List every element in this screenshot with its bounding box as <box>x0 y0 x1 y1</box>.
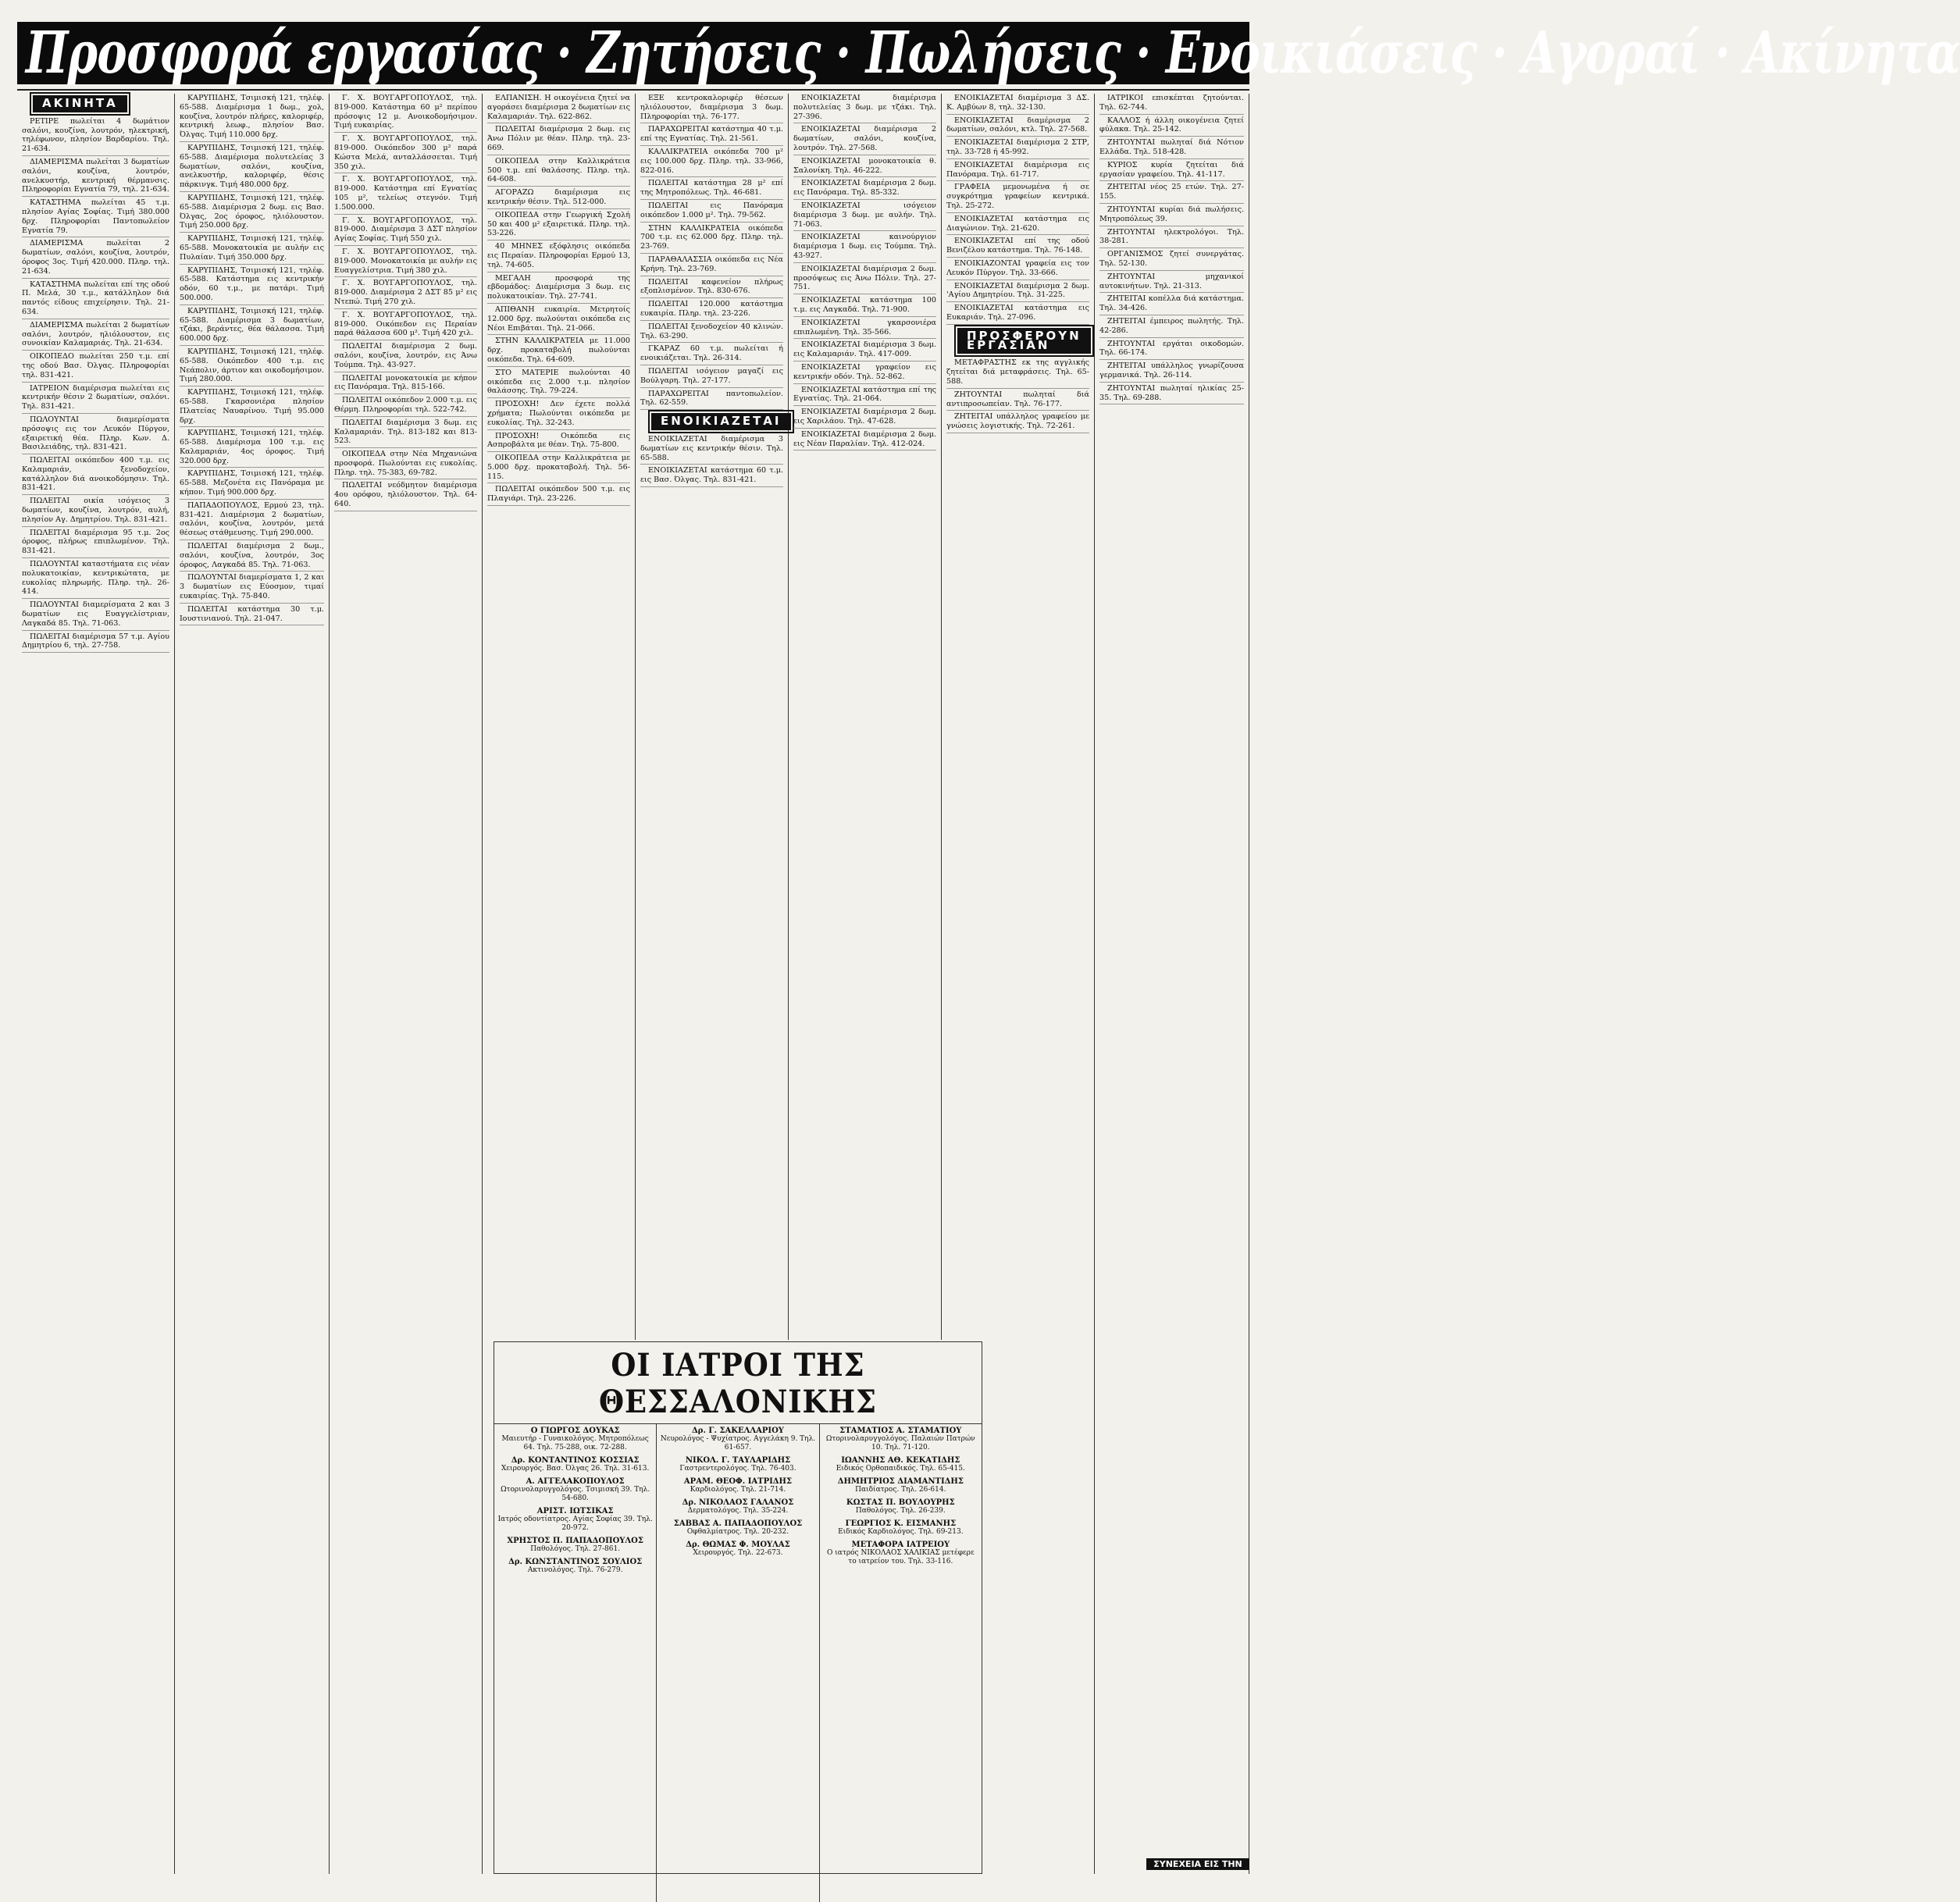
classified-column <box>483 94 636 1340</box>
doctor-info: Χειρουργός. Βασ. Όλγας 26. Τηλ. 31-613. <box>501 1465 650 1473</box>
classified-ad: ΣΤΟ ΜΑΤΕΡΙΕ πωλούνται 40 οικόπεδα εις 2.000 τ.μ. πλησίον θαλάσσης. Τηλ. 79-224. <box>487 369 630 398</box>
doctor-entry <box>660 1498 815 1516</box>
doctor-info: Παθολόγος. Τηλ. 27-861. <box>530 1545 621 1553</box>
classified-ad: Γ. Χ. ΒΟΥΓΑΡΓΟΠΟΥΛΟΣ, τηλ. 819-000. Διαμέρισμα 2 ΔΣΤ 85 μ² εις Ντεπώ. Τιμή 270 χιλ. <box>334 279 477 308</box>
classified-ad: ΠΩΛΕΙΤΑΙ μονοκατοικία με κήπον εις Πανόραμα. Τηλ. 815-166. <box>334 374 477 395</box>
classified-ad: ΑΓΟΡΑΖΩ διαμέρισμα εις κεντρικήν θέσιν. Τηλ. 512-000. <box>487 188 630 209</box>
classified-ad: ΣΤΗΝ ΚΑΛΛΙΚΡΑΤΕΙΑ οικόπεδα 700 τ.μ. εις 62.000 δρχ. Πληρ. τηλ. 23-769. <box>640 224 783 254</box>
classified-ad: ΠΩΛΟΥΝΤΑΙ διαμερίσματα πρόσοψις εις τον Λευκόν Πύργον, εξαιρετική θέα. Πληρ. Κων. Δ. Βασιλειάδης, τηλ. 831-421. <box>22 415 169 454</box>
classified-ad: ΠΩΛΕΙΤΑΙ καφενείον πλήρως εξοπλισμένον. Τηλ. 830-676. <box>640 278 783 299</box>
doctor-entry <box>823 1477 978 1494</box>
classified-ad: ΕΝΟΙΚΙΑΖΕΤΑΙ μονοκατοικία θ. Σαλονίκη. Τηλ. 46-222. <box>793 157 936 178</box>
doctor-name: ΓΕΩΡΓΙΟΣ Κ. ΕΙΣΜΑΝΗΣ <box>845 1519 957 1528</box>
classified-ad: ΚΑΡΥΠΙΔΗΣ, Τσιμισκή 121, τηλέφ. 65-588. Οικόπεδον 400 τ.μ. εις Νεάπολιν, άρτιον και οικοδομήσιμον. Τιμή 280.000. <box>180 347 324 386</box>
classified-ad: ΠΩΛΕΙΤΑΙ διαμέρισμα 2 δωμ. σαλόνι, κουζίνα, λουτρόν, εις Άνω Τούμπα. Τηλ. 43-927. <box>334 342 477 372</box>
doctors-column <box>820 1424 982 1902</box>
classified-ad: ΠΩΛΕΙΤΑΙ διαμέρισμα 95 τ.μ. 2ος όροφος, πλήρως επιπλωμένον. Τηλ. 831-421. <box>22 529 169 558</box>
classified-ad: ΠΑΡΑΧΩΡΕΙΤΑΙ παντοπωλείον. Τηλ. 62-559. <box>640 390 783 411</box>
doctors-column <box>657 1424 819 1902</box>
classified-ad: ΕΝΟΙΚΙΑΖΕΤΑΙ επί της οδού Βενιζέλου κατάστημα. Τηλ. 76-148. <box>946 237 1089 258</box>
doctor-info: Ο ιατρός ΝΙΚΟΛΑΟΣ ΧΑΛΙΚΙΑΣ μετέφερε το ιατρείον του. Τηλ. 33-116. <box>827 1549 975 1565</box>
classified-ad: ΕΛΠΑΝΙΣΗ. Η οικογένεια ζητεί να αγοράσει διαμέρισμα 2 δωματίων εις Καλαμαριάν. Τηλ. 622-862. <box>487 94 630 123</box>
classified-column <box>175 94 330 1874</box>
classifieds-banner <box>17 20 1960 87</box>
classified-ad: Γ. Χ. ΒΟΥΓΑΡΓΟΠΟΥΛΟΣ, τηλ. 819-000. Κατάστημα επί Εγνατίας 105 μ², τελείως στεγνόν. Τιμή 1.500.000. <box>334 175 477 214</box>
classified-ad: ΖΗΤΟΥΝΤΑΙ μηχανικοί αυτοκινήτων. Τηλ. 21-313. <box>1099 272 1244 294</box>
doctor-entry <box>497 1456 653 1473</box>
doctors-directory <box>494 1341 982 1874</box>
classified-column <box>17 94 175 1874</box>
classified-ad: ΕΝΟΙΚΙΑΖΕΤΑΙ διαμέρισμα 3 δωματίων εις κεντρικήν θέσιν. Τηλ. 65-588. <box>640 435 783 465</box>
classified-ad: ΔΙΑΜΕΡΙΣΜΑ πωλείται 2 δωματίων σαλόνι, λουτρόν, ηλιόλουστον, εις συνοικίαν Καλαμαριάς. Τηλ. 21-634. <box>22 321 169 351</box>
doctor-entry <box>497 1507 653 1533</box>
classified-ad: ΚΑΡΥΠΙΔΗΣ, Τσιμισκή 121, τηλέφ. 65-588. Διαμέρισμα 1 δωμ., χολ, κουζίνα, λουτρόν πλήρες, καλοριφέρ, κεντρική λεωφ., πλησίον Βασ. Όλγας. Τιμή 110.000 δρχ. <box>180 94 324 142</box>
doctor-name: Α. ΑΓΓΕΛΑΚΟΠΟΥΛΟΣ <box>526 1477 625 1486</box>
doctors-column <box>494 1424 657 1902</box>
classified-ad: ΚΑΡΥΠΙΔΗΣ, Τσιμισκή 121, τηλέφ. 65-588. Διαμέρισμα 2 δωμ. εις Βασ. Όλγας, 2ος όροφος, ηλιόλουστον. Τιμή 250.000 δρχ. <box>180 194 324 233</box>
classified-ad: ΓΚΑΡΑΖ 60 τ.μ. πωλείται ή ενοικιάζεται. Τηλ. 26-314. <box>640 344 783 365</box>
classified-ad: ΖΗΤΕΙΤΑΙ υπάλληλος γνωρίζουσα γερμανικά. Τηλ. 26-114. <box>1099 362 1244 383</box>
classified-ad: ΠΩΛΕΙΤΑΙ ξενοδοχείον 40 κλινών. Τηλ. 63-290. <box>640 322 783 344</box>
classified-ad: ΠΩΛΕΙΤΑΙ νεόδμητον διαμέρισμα 4ου ορόφου, ηλιόλουστον. Τηλ. 64-640. <box>334 481 477 511</box>
classified-ad: ΖΗΤΕΙΤΑΙ έμπειρος πωλητής. Τηλ. 42-286. <box>1099 317 1244 338</box>
classified-ad: ΕΝΟΙΚΙΑΖΕΤΑΙ διαμέρισμα 2 δωμ. 'Αγίου Δημητρίου. Τηλ. 31-225. <box>946 282 1089 303</box>
classified-ad: ΕΝΟΙΚΙΑΖΕΤΑΙ διαμέρισμα πολυτελείας 3 δωμ. με τζάκι. Τηλ. 27-396. <box>793 94 936 123</box>
classified-ad: ΚΑΤΑΣΤΗΜΑ πωλείται επί της οδού Π. Μελά, 30 τ.μ., κατάλληλον διά παντός είδους επιχείρησιν. Τηλ. 21-634. <box>22 280 169 319</box>
classified-ad: ΕΝΟΙΚΙΑΖΕΤΑΙ διαμέρισμα 2 ΣΤΡ, τηλ. 33-728 ή 45-992. <box>946 138 1089 159</box>
classified-ad: ΟΙΚΟΠΕΔΟ πωλείται 250 τ.μ. επί της οδού Βασ. Όλγας. Πληροφορίαι τηλ. 831-421. <box>22 352 169 382</box>
doctor-entry <box>497 1558 653 1575</box>
classified-ad: ΕΝΟΙΚΙΑΖΕΤΑΙ διαμέρισμα 3 ΔΣ. Κ. Αμβύων 8, τηλ. 32-130. <box>946 94 1089 115</box>
classified-ad: ΚΑΡΥΠΙΔΗΣ, Τσιμισκή 121, τηλέφ. 65-588. Μεζονέτα εις Πανόραμα με κήπον. Τιμή 900.000 δρχ. <box>180 469 324 499</box>
classified-ad: ΔΙΑΜΕΡΙΣΜΑ πωλείται 2 δωματίων, σαλόνι, κουζίνα, λουτρόν, όροφος 3ος. Τιμή 420.000. Πληρ. τηλ. 21-634. <box>22 239 169 278</box>
classified-column <box>789 94 942 1340</box>
classified-ad: ΠΡΟΣΟΧΗ! Οικόπεδα εις Ασπροβάλτα με θέαν. Τηλ. 75-800. <box>487 432 630 453</box>
doctors-title: ΟΙ ΙΑΤΡΟΙ ΤΗΣ ΘΕΣΣΑΛΟΝΙΚΗΣ <box>599 1347 877 1420</box>
doctor-info: Χειρουργός. Τηλ. 22-673. <box>693 1549 783 1557</box>
classified-ad: ΠΑΡΑΘΑΛΑΣΣΙΑ οικόπεδα εις Νέα Κρήνη. Τηλ. 23-769. <box>640 255 783 276</box>
classified-ad: ΖΗΤΕΙΤΑΙ νέος 25 ετών. Τηλ. 27-155. <box>1099 183 1244 204</box>
classified-ad: ΕΝΟΙΚΙΑΖΕΤΑΙ κατάστημα 100 τ.μ. εις Λαγκαδά. Τηλ. 71-900. <box>793 296 936 317</box>
classified-ad: ΖΗΤΕΙΤΑΙ υπάλληλος γραφείου με γνώσεις λογιστικής. Τηλ. 72-261. <box>946 412 1089 433</box>
classified-ad: Γ. Χ. ΒΟΥΓΑΡΓΟΠΟΥΛΟΣ, τηλ. 819-000. Οικόπεδον 300 μ² παρά Κώστα Μελά, ανταλλάσσεται. Τιμή 350 χιλ. <box>334 134 477 173</box>
doctor-name: ΧΡΗΣΤΟΣ Π. ΠΑΠΑΔΟΠΟΥΛΟΣ <box>507 1537 643 1545</box>
doctor-name: Δρ. ΚΟΝΤΑΝΤΙΝΟΣ ΚΟΣΣΙΑΣ <box>511 1456 640 1465</box>
classified-ad: ΠΡΟΣΟΧΗ! Δεν έχετε πολλά χρήματα; Πωλούνται οικόπεδα με ευκολίας. Τηλ. 32-243. <box>487 400 630 429</box>
classified-ad: ΕΝΟΙΚΙΑΖΕΤΑΙ διαμέρισμα 2 δωμ. προσόψεως εις Άνω Πόλιν. Τηλ. 27-751. <box>793 265 936 294</box>
doctors-columns <box>494 1423 982 1902</box>
banner-rule <box>17 89 1249 91</box>
classified-ad: ΚΑΡΥΠΙΔΗΣ, Τσιμισκή 121, τηλέφ. 65-588. Διαμέρισμα 100 τ.μ. εις Καλαμαριάν, 4ος όροφος. Τιμή 320.000 δρχ. <box>180 429 324 468</box>
classified-ad: ΖΗΤΟΥΝΤΑΙ πωληταί διά αντιπροσωπείαν. Τηλ. 76-177. <box>946 390 1089 411</box>
doctor-info: Δερματολόγος. Τηλ. 35-224. <box>687 1507 789 1515</box>
classified-ad: ΕΝΟΙΚΙΑΖΕΤΑΙ κατάστημα 60 τ.μ. εις Βασ. Όλγας. Τηλ. 831-421. <box>640 466 783 487</box>
classified-ad: ΟΙΚΟΠΕΔΑ στην Γεωργική Σχολή 50 και 400 μ² εξαιρετικά. Πληρ. τηλ. 53-226. <box>487 211 630 240</box>
doctor-name: ΑΡΙΣΤ. ΙΩΤΣΙΚΑΣ <box>536 1507 614 1516</box>
continued-label: ΣΥΝΕΧΕΙΑ ΕΙΣ ΤΗΝ <box>1146 1858 1249 1870</box>
classified-ad: ΠΩΛΟΥΝΤΑΙ καταστήματα εις νέαν πολυκατοικίαν, κεντρικώτατα, με ευκολίας πληρωμής. Πληρ. τηλ. 26-414. <box>22 560 169 599</box>
classified-ad: ΠΩΛΕΙΤΑΙ κατάστημα 30 τ.μ. Ιουστινιανού. Τηλ. 21-047. <box>180 605 324 626</box>
doctor-info: Ωτορινολαρυγγολόγος. Τσιμισκή 39. Τηλ. 54-680. <box>501 1486 650 1502</box>
classified-ad: ΕΝΟΙΚΙΑΖΕΤΑΙ κατάστημα επί της Εγνατίας. Τηλ. 21-064. <box>793 386 936 407</box>
classified-ad: ΠΩΛΕΙΤΑΙ οικόπεδον 2.000 τ.μ. εις Θέρμη. Πληροφορίαι τηλ. 522-742. <box>334 396 477 417</box>
doctor-entry <box>660 1477 815 1494</box>
classified-ad: ΠΩΛΕΙΤΑΙ κατάστημα 28 μ² επί της Μητροπόλεως. Τηλ. 46-681. <box>640 179 783 200</box>
doctor-info: Γαστρεντερολόγος. Τηλ. 76-403. <box>679 1465 796 1473</box>
classified-ad: ΟΙΚΟΠΕΔΑ στην Νέα Μηχανιώνα προσφορά. Πωλούνται εις ευκολίας. Πληρ. τηλ. 75-383, 69-782. <box>334 450 477 479</box>
classified-ad: ΚΥΡΙΟΣ κυρία ζητείται διά εργασίαν γραφείου. Τηλ. 41-117. <box>1099 161 1244 182</box>
classified-ad: ΕΝΟΙΚΙΑΖΕΤΑΙ διαμέρισμα 2 δωμ. εις Πανόραμα. Τηλ. 85-332. <box>793 179 936 200</box>
classified-ad: ΕΝΟΙΚΙΑΖΕΤΑΙ διαμέρισμα 2 δωμ. εις Νέαν Παραλίαν. Τηλ. 412-024. <box>793 430 936 451</box>
classified-ad: ΕΝΟΙΚΙΑΖΕΤΑΙ καινούργιον διαμέρισμα 1 δωμ. εις Τούμπα. Τηλ. 43-927. <box>793 233 936 262</box>
doctor-info: Μαιευτήρ - Γυναικολόγος. Μητροπόλεως 64. Τηλ. 75-288, οικ. 72-288. <box>501 1435 649 1451</box>
doctor-entry <box>660 1456 815 1473</box>
classified-ad: ΟΡΓΑΝΙΣΜΟΣ ζητεί συνεργάτας. Τηλ. 52-130. <box>1099 250 1244 271</box>
doctor-info: Ωτορινολαρυγγολόγος. Παλαιών Πατρών 10. Τηλ. 71-120. <box>825 1435 975 1451</box>
classified-ad: ΔΙΑΜΕΡΙΣΜΑ πωλείται 3 δωματίων σαλόνι, κουζίνα, λουτρόν, ανελκυστήρ, κεντρική θέρμανσις. Πληροφορίαι Εγνατία 79, τηλ. 21-634. <box>22 158 169 197</box>
doctor-name: ΣΑΒΒΑΣ Α. ΠΑΠΑΔΟΠΟΥΛΟΣ <box>673 1519 803 1528</box>
classified-ad: 40 ΜΗΝΕΣ εξόφλησις οικόπεδα εις Περαίαν. Πληροφορίαι Ερμού 13, τηλ. 74-605. <box>487 242 630 272</box>
classified-ad: ΚΑΡΥΠΙΔΗΣ, Τσιμισκή 121, τηλέφ. 65-588. Διαμέρισμα πολυτελείας 3 δωματίων, σαλόνι, κουζίνα, ανελκυστήρ, καλοριφέρ, θέσις πάρκινγκ. Τιμή 480.000 δρχ. <box>180 144 324 192</box>
classified-ad: ΖΗΤΟΥΝΤΑΙ πωληταί διά Νότιον Ελλάδα. Τηλ. 518-428. <box>1099 138 1244 159</box>
classified-ad: ΕΝΟΙΚΙΑΖΕΤΑΙ γραφείον εις κεντρικήν οδόν. Τηλ. 52-862. <box>793 363 936 384</box>
classified-ad: ΖΗΤΟΥΝΤΑΙ κυρίαι διά πωλήσεις. Μητροπόλεως 39. <box>1099 205 1244 226</box>
doctor-name: Δρ. Γ. ΣΑΚΕΛΛΑΡΙΟΥ <box>692 1426 784 1435</box>
classified-ad: ΠΩΛΕΙΤΑΙ οικία ισόγειος 3 δωματίων, κουζίνα, λουτρόν, αυλή, πλησίον Αγ. Δημητρίου. Τηλ. 831-421. <box>22 497 169 526</box>
classified-ad: ΕΝΟΙΚΙΑΖΕΤΑΙ διαμέρισμα 3 δωμ. εις Καλαμαριάν. Τηλ. 417-009. <box>793 340 936 362</box>
classified-ad: PETIPE πωλείται 4 δωμάτιον σαλόνι, κουζίνα, λουτρόν, ηλεκτρική, τηλέφωνον, πλησίον Βαρδαρίου. Τηλ. 21-634. <box>22 117 169 156</box>
classified-ad: ΕΝΟΙΚΙΑΖΕΤΑΙ διαμέρισμα 2 δωματίων, σαλόνι, κουζίνα, λουτρόν. Τηλ. 27-568. <box>793 125 936 155</box>
classified-ad: ΚΑΡΥΠΙΔΗΣ, Τσιμισκή 121, τηλέφ. 65-588. Μονοκατοικία με αυλήν εις Πυλαίαν. Τιμή 350.000 δρχ. <box>180 234 324 264</box>
doctor-entry <box>660 1426 815 1452</box>
classified-ad: Γ. Χ. ΒΟΥΓΑΡΓΟΠΟΥΛΟΣ, τηλ. 819-000. Κατάστημα 60 μ² περίπου πρόσοψις 12 μ. Ανοικοδομήσιμον. Τιμή ευκαιρίας. <box>334 94 477 133</box>
doctor-entry <box>497 1426 653 1452</box>
classified-ad: ΚΑΛΛΟΣ ή άλλη οικογένεια ζητεί φύλακα. Τηλ. 25-142. <box>1099 116 1244 137</box>
doctor-name: ΝΙΚΟΛ. Γ. ΤΑΥΛΑΡΙΔΗΣ <box>685 1456 791 1465</box>
doctor-info: Ακτινολόγος. Τηλ. 76-279. <box>527 1566 623 1574</box>
classified-ad: ΠΑΠΑΔΟΠΟΥΛΟΣ, Ερμού 23, τηλ. 831-421. Διαμέρισμα 2 δωματίων, σαλόνι, κουζίνα, λουτρόν, μετά θέσεως στάθμευσης. Τιμή 290.000. <box>180 501 324 540</box>
classified-ad: ΟΙΚΟΠΕΔΑ στην Καλλικράτεια με 5.000 δρχ. προκαταβολή. Τηλ. 56-115. <box>487 454 630 483</box>
classified-ad: ΚΑΡΥΠΙΔΗΣ, Τσιμισκή 121, τηλέφ. 65-588. Κατάστημα εις κεντρικήν οδόν, 60 τ.μ., με πατάρι. Τιμή 500.000. <box>180 266 324 305</box>
classified-ad: ΠΩΛΕΙΤΑΙ εις Πανόραμα οικόπεδον 1.000 μ². Τηλ. 79-562. <box>640 201 783 223</box>
doctor-entry <box>497 1537 653 1554</box>
doctor-entry <box>823 1426 978 1452</box>
classified-column <box>1095 94 1249 1874</box>
classified-ad: ΙΑΤΡΙΚΟΙ επισκέπται ζητούνται. Τηλ. 62-744. <box>1099 94 1244 115</box>
section-heading: ΕΝΟΙΚΙΑΖΕΤΑΙ <box>651 413 791 430</box>
doctor-info: Ειδικός Ορθοπαιδικός. Τηλ. 65-415. <box>836 1465 965 1473</box>
doctor-info: Παθολόγος. Τηλ. 26-239. <box>855 1507 946 1515</box>
classified-ad: ΚΑΤΑΣΤΗΜΑ πωλείται 45 τ.μ. πλησίον Αγίας Σοφίας. Τιμή 380.000 δρχ. Πληροφορίαι Παντοπωλείον Εγνατία 79. <box>22 198 169 237</box>
classified-ad: ΠΩΛΕΙΤΑΙ οικόπεδον 400 τ.μ. εις Καλαμαριάν, ξενοδοχείον, κατάλληλον διά ανοικοδόμησιν. Τηλ. 831-421. <box>22 456 169 495</box>
classified-ad: ΠΩΛΕΙΤΑΙ διαμέρισμα 3 δωμ. εις Καλαμαριάν. Τηλ. 813-182 και 813-523. <box>334 419 477 448</box>
classified-ad: ΕΝΟΙΚΙΑΖΟΝΤΑΙ γραφεία εις τον Λευκόν Πύργον. Τηλ. 33-666. <box>946 259 1089 280</box>
classified-column <box>636 94 789 1340</box>
doctor-entry <box>823 1519 978 1537</box>
classified-ad: ΕΝΟΙΚΙΑΖΕΤΑΙ διαμέρισμα 2 δωματίων, σαλόνι, κτλ. Τηλ. 27-568. <box>946 116 1089 137</box>
classified-ad: ΕΞΕ κεντροκαλοριφέρ θέσεων ηλιόλουστον, διαμέρισμα 3 δωμ. Πληροφορίαι τηλ. 76-177. <box>640 94 783 123</box>
doctor-info: Οφθαλμίατρος. Τηλ. 20-232. <box>686 1528 789 1536</box>
classified-ad: ΜΕΤΑΦΡΑΣΤΗΣ εκ της αγγλικής ζητείται διά μεταφράσεις. Τηλ. 65-588. <box>946 358 1089 388</box>
classified-ad: Γ. Χ. ΒΟΥΓΑΡΓΟΠΟΥΛΟΣ, τηλ. 819-000. Μονοκατοικία με αυλήν εις Ευαγγελίστρια. Τιμή 380 χιλ. <box>334 248 477 277</box>
doctor-name: ΜΕΤΑΦΟΡΑ ΙΑΤΡΕΙΟΥ <box>851 1540 950 1549</box>
classified-ad: ΕΝΟΙΚΙΑΖΕΤΑΙ διαμέρισμα εις Πανόραμα. Τηλ. 61-717. <box>946 161 1089 182</box>
section-heading: ΑΚΙΝΗΤΑ <box>33 95 127 112</box>
doctor-name: Δρ. ΚΩΝΣΤΑΝΤΙΝΟΣ ΣΟΥΛΙΟΣ <box>508 1558 643 1566</box>
classified-ad: ΖΗΤΕΙΤΑΙ κοπέλλα διά κατάστημα. Τηλ. 34-426. <box>1099 294 1244 315</box>
doctor-info: Παιδίατρος. Τηλ. 26-614. <box>855 1486 946 1494</box>
classified-ad: ΠΩΛΕΙΤΑΙ διαμέρισμα 57 τ.μ. Αγίου Δημητρίου 6, τηλ. 27-758. <box>22 632 169 654</box>
doctor-name: Δρ. ΘΩΜΑΣ Φ. ΜΟΥΛΑΣ <box>686 1540 790 1549</box>
classified-ad: ΖΗΤΟΥΝΤΑΙ εργάται οικοδομών. Τηλ. 66-174. <box>1099 340 1244 361</box>
classified-ad: ΕΝΟΙΚΙΑΖΕΤΑΙ διαμέρισμα 2 δωμ. εις Χαριλάου. Τηλ. 47-628. <box>793 408 936 429</box>
doctor-entry <box>823 1498 978 1516</box>
classified-ad: ΓΡΑΦΕΙΑ μεμονωμένα ή σε συγκρότημα γραφείων κεντρικά. Τηλ. 25-272. <box>946 183 1089 212</box>
classified-ad: ΚΑΛΛΙΚΡΑΤΕΙΑ οικόπεδα 700 μ² εις 100.000 δρχ. Πληρ. τηλ. 33-966, 822-016. <box>640 148 783 177</box>
classified-ad: ΠΩΛΕΙΤΑΙ διαμέρισμα 2 δωμ. εις Άνω Πόλιν με θέαν. Πληρ. τηλ. 23-669. <box>487 125 630 155</box>
classified-ad: ΠΩΛΕΙΤΑΙ διαμέρισμα 2 δωμ., σαλόνι, κουζίνα, λουτρόν, 3ος όροφος, Λαγκαδά 85. Τηλ. 71-063. <box>180 542 324 572</box>
classified-ad: ΠΑΡΑΧΩΡΕΙΤΑΙ κατάστημα 40 τ.μ. επί της Εγνατίας. Τηλ. 21-561. <box>640 125 783 146</box>
doctor-name: ΔΗΜΗΤΡΙΟΣ ΔΙΑΜΑΝΤΙΔΗΣ <box>837 1477 964 1486</box>
classified-ad: Γ. Χ. ΒΟΥΓΑΡΓΟΠΟΥΛΟΣ, τηλ. 819-000. Διαμέρισμα 3 ΔΣΤ πλησίον Αγίας Σοφίας. Τιμή 550 χιλ. <box>334 216 477 246</box>
classified-ad: ΖΗΤΟΥΝΤΑΙ πωληταί ηλικίας 25-35. Τηλ. 69-288. <box>1099 384 1244 405</box>
classified-ad: ΕΝΟΙΚΙΑΖΕΤΑΙ γκαρσονιέρα επιπλωμένη. Τηλ. 35-566. <box>793 319 936 340</box>
doctor-entry <box>497 1477 653 1503</box>
classified-ad: ΟΙΚΟΠΕΔΑ στην Καλλικράτεια 500 τ.μ. επί θαλάσσης. Πληρ. τηλ. 64-608. <box>487 157 630 187</box>
classified-ad: ΚΑΡΥΠΙΔΗΣ, Τσιμισκή 121, τηλέφ. 65-588. Διαμέρισμα 3 δωματίων, τζάκι, βεράντες, θέα θάλασσα. Τιμή 600.000 δρχ. <box>180 307 324 346</box>
doctor-name: ΙΩΑΝΝΗΣ ΑΘ. ΚΕΚΑΤΙΔΗΣ <box>841 1456 960 1465</box>
doctor-info: Ειδικός Καρδιολόγος. Τηλ. 69-213. <box>838 1528 964 1536</box>
classified-ad: ΖΗΤΟΥΝΤΑΙ ηλεκτρολόγοι. Τηλ. 38-281. <box>1099 228 1244 249</box>
classified-ad: ΑΠΙΘΑΝΗ ευκαιρία. Μετρητοίς 12.000 δρχ. πωλούνται οικόπεδα εις Νέοι Επιβάται. Τηλ. 21-066. <box>487 305 630 335</box>
doctor-info: Ιατρός οδοντίατρος. Αγίας Σοφίας 39. Τηλ. 20-972. <box>497 1516 653 1532</box>
doctor-name: Ο ΓΙΩΡΓΟΣ ΔΟΥΚΑΣ <box>530 1426 620 1435</box>
doctor-entry <box>660 1519 815 1537</box>
classified-ad: ΕΝΟΙΚΙΑΖΕΤΑΙ κατάστημα εις Ευκαριάν. Τηλ. 27-096. <box>946 304 1089 325</box>
doctor-entry <box>660 1540 815 1558</box>
classified-ad: ΜΕΓΑΛΗ προσφορά της εβδομάδος: Διαμέρισμα 3 δωμ. εις πολυκατοικίαν. Τηλ. 27-741. <box>487 274 630 304</box>
banner-title: Προσφορά εργασίας · Ζητήσεις · Πωλήσεις · Ενοικιάσεις · Αγοραί · Ακίνητα <box>25 20 1960 87</box>
doctor-entry <box>823 1540 978 1566</box>
classified-ad: ΕΝΟΙΚΙΑΖΕΤΑΙ ισόγειον διαμέρισμα 3 δωμ. με αυλήν. Τηλ. 71-063. <box>793 201 936 231</box>
doctor-entry <box>823 1456 978 1473</box>
doctor-name: ΑΡΑΜ. ΘΕΟΦ. ΙΑΤΡΙΔΗΣ <box>683 1477 793 1486</box>
classified-ad: Γ. Χ. ΒΟΥΓΑΡΓΟΠΟΥΛΟΣ, τηλ. 819-000. Οικόπεδον εις Περαίαν παρά θάλασσα 600 μ². Τιμή 420 χιλ. <box>334 311 477 340</box>
doctor-name: ΣΤΑΜΑΤΙΟΣ Α. ΣΤΑΜΑΤΙΟΥ <box>839 1426 962 1435</box>
classified-ad: ΚΑΡΥΠΙΔΗΣ, Τσιμισκή 121, τηλέφ. 65-588. Γκαρσονιέρα πλησίον Πλατείας Ναυαρίνου. Τιμή 95.000 δρχ. <box>180 388 324 427</box>
classified-ad: ΕΝΟΙΚΙΑΖΕΤΑΙ κατάστημα εις Διαγώνιον. Τηλ. 21-620. <box>946 215 1089 236</box>
classified-ad: ΠΩΛΟΥΝΤΑΙ διαμερίσματα 2 και 3 δωματίων εις Ευαγγελίστριαν, Λαγκαδά 85. Τηλ. 71-063. <box>22 600 169 630</box>
classified-column <box>330 94 483 1874</box>
classified-ad: ΠΩΛΕΙΤΑΙ οικόπεδον 500 τ.μ. εις Πλαγιάρι. Τηλ. 23-226. <box>487 485 630 506</box>
doctor-info: Καρδιολόγος. Τηλ. 21-714. <box>690 1486 786 1494</box>
classified-ad: ΣΤΗΝ ΚΑΛΛΙΚΡΑΤΕΙΑ με 11.000 δρχ. προκαταβολή πωλούνται οικόπεδα. Τηλ. 64-609. <box>487 337 630 366</box>
doctor-name: ΚΩΣΤΑΣ Π. ΒΟΥΛΟΥΡΗΣ <box>846 1498 955 1507</box>
classified-ad: ΠΩΛΕΙΤΑΙ 120.000 κατάστημα ευκαιρία. Πληρ. τηλ. 23-226. <box>640 300 783 321</box>
section-heading: ΠΡΟΣΦΕΡΟΥΝ ΕΡΓΑΣΙΑΝ <box>957 328 1091 354</box>
doctor-name: Δρ. ΝΙΚΟΛΑΟΣ ΓΑΛΑΝΟΣ <box>682 1498 794 1507</box>
classified-ad: ΙΑΤΡΕΙΟΝ διαμέρισμα πωλείται εις κεντρικήν θέσιν 2 δωματίων, σαλόνι. Τηλ. 831-421. <box>22 384 169 414</box>
classified-ad: ΠΩΛΕΙΤΑΙ ισόγειον μαγαζί εις Βούλγαρη. Τηλ. 27-177. <box>640 367 783 388</box>
classified-ad: ΠΩΛΟΥΝΤΑΙ διαμερίσματα 1, 2 και 3 δωματίων εις Εύοσμον, τιμαί ευκαιρίας. Τηλ. 75-840. <box>180 573 324 603</box>
doctor-info: Νευρολόγος - Ψυχίατρος. Αγγελάκη 9. Τηλ. 61-657. <box>660 1435 816 1451</box>
